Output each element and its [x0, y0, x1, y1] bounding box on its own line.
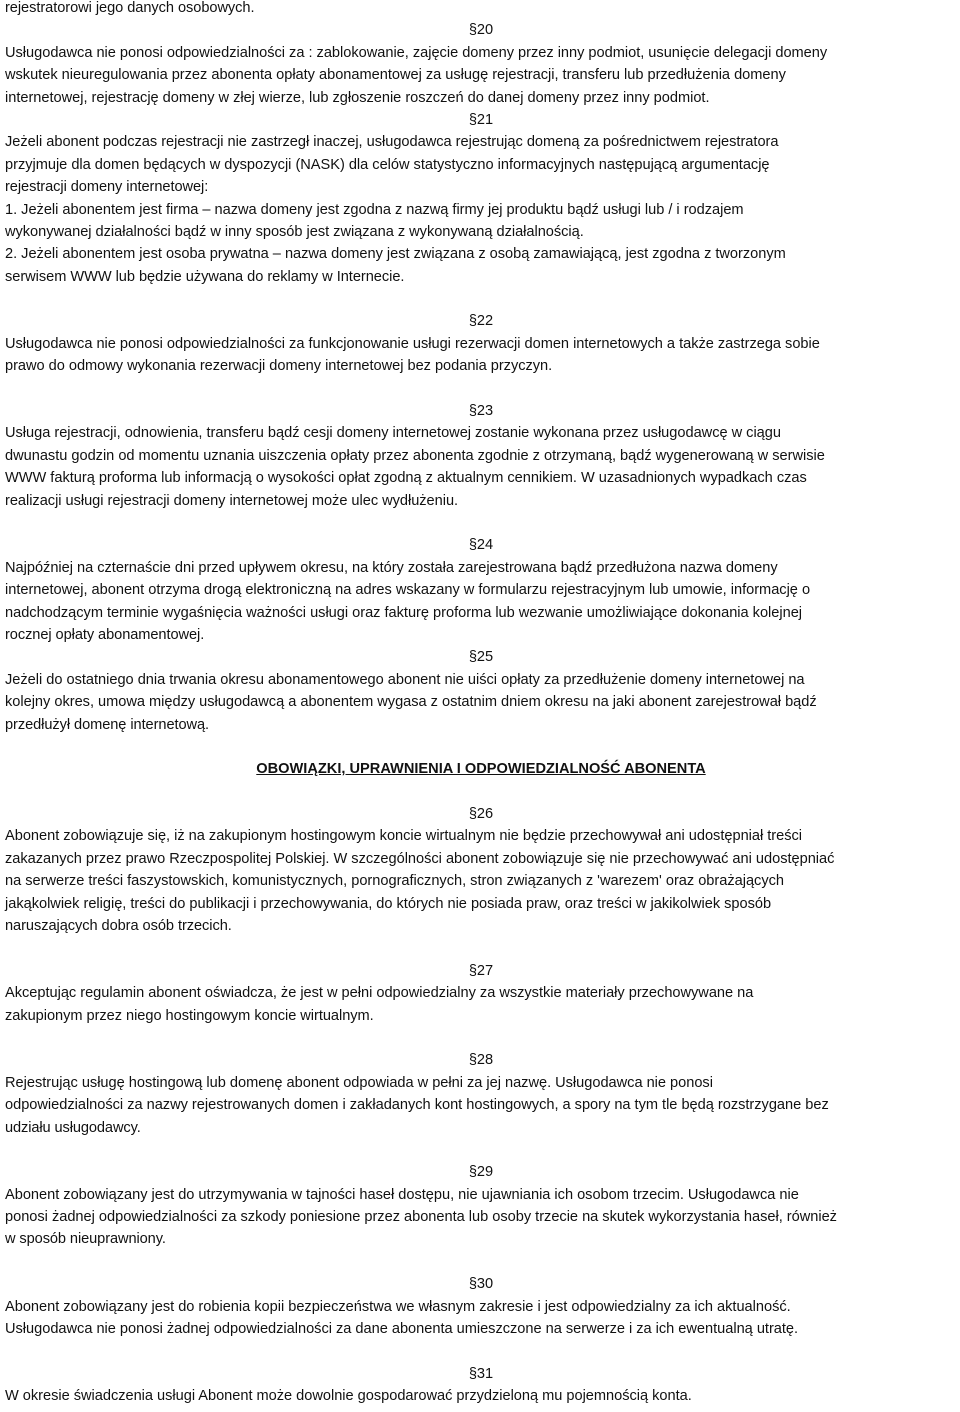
section-26-line: jakąkolwiek religię, treści do publikacji i przechowywania, do których nie posiada praw, oraz treści w jakikolwiek sposób [5, 895, 772, 912]
section-24-line: internetowej, abonent otrzyma drogą elektroniczną na adres wskazany w formularzu rejestracyjnym lub umowie, informację o [5, 582, 811, 599]
section-23-number: §23 [468, 403, 494, 420]
section-28-number: §28 [468, 1052, 494, 1069]
section-21-line: serwisem WWW lub będzie używana do reklamy w Internecie. [5, 268, 405, 285]
section-28-line: odpowiedzialności za nazwy rejestrowanych domen i zakładanych kont hostingowych, a spory na tym tle będą rozstrzygane bez [5, 1097, 829, 1114]
section-29-line: w sposób nieuprawniony. [5, 1231, 166, 1248]
section-23-line: Usługa rejestracji, odnowienia, transferu bądź cesji domeny internetowej zostanie wykonana przez usługodawcę w ciągu [5, 425, 781, 442]
spacer [5, 378, 957, 400]
section-20-line: internetowej, rejestrację domeny w złej wierze, lub zgłoszenie roszczeń do danej domeny przez inny podmiot. [5, 89, 710, 106]
section-21-line: rejestracji domeny internetowej: [5, 179, 209, 196]
spacer [5, 736, 957, 758]
spacer [5, 1251, 957, 1273]
section-27-body [5, 982, 957, 1027]
section-22-line: Usługodawca nie ponosi odpowiedzialności za funkcjonowanie usługi rezerwacji domen internetowych a także zastrzega sobie [5, 335, 820, 352]
section-25-number: §25 [468, 649, 494, 666]
section-23-line: WWW fakturą proforma lub informacją o wysokości opłat zgodną z aktualnym cennikiem. W uzasadnionych wypadkach czas [5, 470, 807, 487]
spacer [5, 1139, 957, 1161]
section-21-number: §21 [468, 111, 494, 128]
document-page [5, 0, 957, 1408]
section-20-body [5, 42, 957, 109]
section-29-number: §29 [468, 1164, 494, 1181]
section-31-number: §31 [468, 1365, 494, 1382]
section-31-body [5, 1385, 957, 1407]
section-24-line: rocznej opłaty abonamentowej. [5, 626, 205, 643]
chapter-heading: OBOWIĄZKI, UPRAWNIENIA I ODPOWIEDZIALNOŚĆ ABONENTA [256, 761, 706, 778]
section-22-line: prawo do odmowy wykonania rezerwacji domeny internetowej bez podania przyczyn. [5, 358, 553, 375]
section-26-body [5, 825, 957, 937]
section-21-line: przyjmuje dla domen będących w dyspozycji (NASK) dla celów statystyczno informacyjnych następującą argumentację [5, 156, 770, 173]
section-29-line: Abonent zobowiązany jest do utrzymywania w tajności haseł dostępu, nie ujawniania ich osobom trzecim. Usługodawca nie [5, 1186, 799, 1203]
section-24-line: Najpóźniej na czternaście dni przed upływem okresu, na który została zarejestrowana bądź przedłużona nazwa domeny [5, 559, 778, 576]
spacer [5, 288, 957, 310]
section-26-number: §26 [468, 806, 494, 823]
spacer [5, 937, 957, 959]
section-24-number: §24 [468, 537, 494, 554]
section-29-line: ponosi żadnej odpowiedzialności za szkody poniesione przez abonenta lub osoby trzecie na skutek wykorzystania haseł, również [5, 1209, 837, 1226]
intro-tail-text: rejestratorowi jego danych osobowych. [5, 0, 255, 16]
section-29-body [5, 1184, 957, 1251]
section-25-line: kolejny okres, umowa między usługodawcą a abonentem wygasa z ostatnim dniem okresu na jaki abonent zarejestrował bądź [5, 694, 817, 711]
section-31-line: W okresie świadczenia usługi Abonent może dowolnie gospodarować przydzieloną mu pojemnością konta. [5, 1388, 692, 1405]
section-21-line: 1. Jeżeli abonentem jest firma – nazwa domeny jest zgodna z nazwą firmy jej produktu bądź usługi lub / i rodzajem [5, 201, 744, 218]
section-28-line: Rejestrując usługę hostingową lub domenę abonent odpowiada w pełni za jej nazwę. Usługodawca nie ponosi [5, 1074, 713, 1091]
section-26-line: Abonent zobowiązuje się, iż na zakupionym hostingowym koncie wirtualnym nie będzie przechowywał ani udostępniał treści [5, 828, 803, 845]
section-27-line: zakupionym przez niego hostingowym koncie wirtualnym. [5, 1007, 374, 1024]
section-20-line: Usługodawca nie ponosi odpowiedzialności za : zablokowanie, zajęcie domeny przez inny podmiot, usunięcie delegacji domeny [5, 44, 828, 61]
section-26-line: zakazanych przez prawo Rzeczpospolitej Polskiej. W szczególności abonent zobowiązuje się nie przechowywać ani udostępniać [5, 850, 835, 867]
section-30-line: Usługodawca nie ponosi żadnej odpowiedzialności za dane abonenta umieszczone na serwerze i za ich ewentualną utratę. [5, 1321, 799, 1338]
section-21-body [5, 131, 957, 288]
section-30-line: Abonent zobowiązany jest do robienia kopii bezpieczeństwa we własnym zakresie i jest odpowiedzialny za ich aktualność. [5, 1298, 791, 1315]
spacer [5, 1340, 957, 1362]
section-30-number: §30 [468, 1276, 494, 1293]
section-24-line: nadchodzącym terminie wygaśnięcia ważności usługi oraz fakturę proforma lub wezwanie umożliwiające dokonania kolejnej [5, 604, 803, 621]
section-21-line: wykonywanej działalności bądź w inny sposób jest związana z wykonywaną działalnością. [5, 223, 584, 240]
section-20-number: §20 [468, 22, 494, 39]
section-27-line: Akceptując regulamin abonent oświadcza, że jest w pełni odpowiedzialny za wszystkie materiały przechowywane na [5, 985, 754, 1002]
spacer [5, 781, 957, 803]
section-24-body [5, 557, 957, 647]
section-25-line: Jeżeli do ostatniego dnia trwania okresu abonamentowego abonent nie uiści opłaty za przedłużenie domeny internetowej na [5, 671, 805, 688]
section-28-body [5, 1072, 957, 1139]
section-25-body [5, 669, 957, 736]
spacer [5, 1027, 957, 1049]
section-23-line: dwunastu godzin od momentu uznania uiszczenia opłaty przez abonenta zgodnie z otrzymaną, bądź wygenerowaną w serwisie [5, 447, 825, 464]
spacer [5, 512, 957, 534]
section-26-line: na serwerze treści faszystowskich, komunistycznych, pornograficznych, stron związanych z 'warezem' oraz obrażających [5, 873, 784, 890]
section-22-number: §22 [468, 313, 494, 330]
section-27-number: §27 [468, 962, 494, 979]
section-28-line: udziału usługodawcy. [5, 1119, 141, 1136]
section-26-line: naruszających dobra osób trzecich. [5, 918, 232, 935]
section-23-line: realizacji usługi rejestracji domeny internetowej może ulec wydłużeniu. [5, 492, 459, 509]
section-21-line: Jeżeli abonent podczas rejestracji nie zastrzegł inaczej, usługodawca rejestrując domeną za pośrednictwem rejestratora [5, 134, 779, 151]
section-30-body [5, 1296, 957, 1341]
section-20-line: wskutek nieuregulowania przez abonenta opłaty abonamentowej za usługę rejestracji, transferu lub przedłużenia domeny [5, 67, 786, 84]
section-22-body [5, 333, 957, 378]
section-25-line: przedłużył domenę internetową. [5, 716, 210, 733]
section-21-line: 2. Jeżeli abonentem jest osoba prywatna – nazwa domeny jest związana z osobą zamawiającą, jest zgodna z tworzonym [5, 246, 786, 263]
section-23-body [5, 422, 957, 512]
